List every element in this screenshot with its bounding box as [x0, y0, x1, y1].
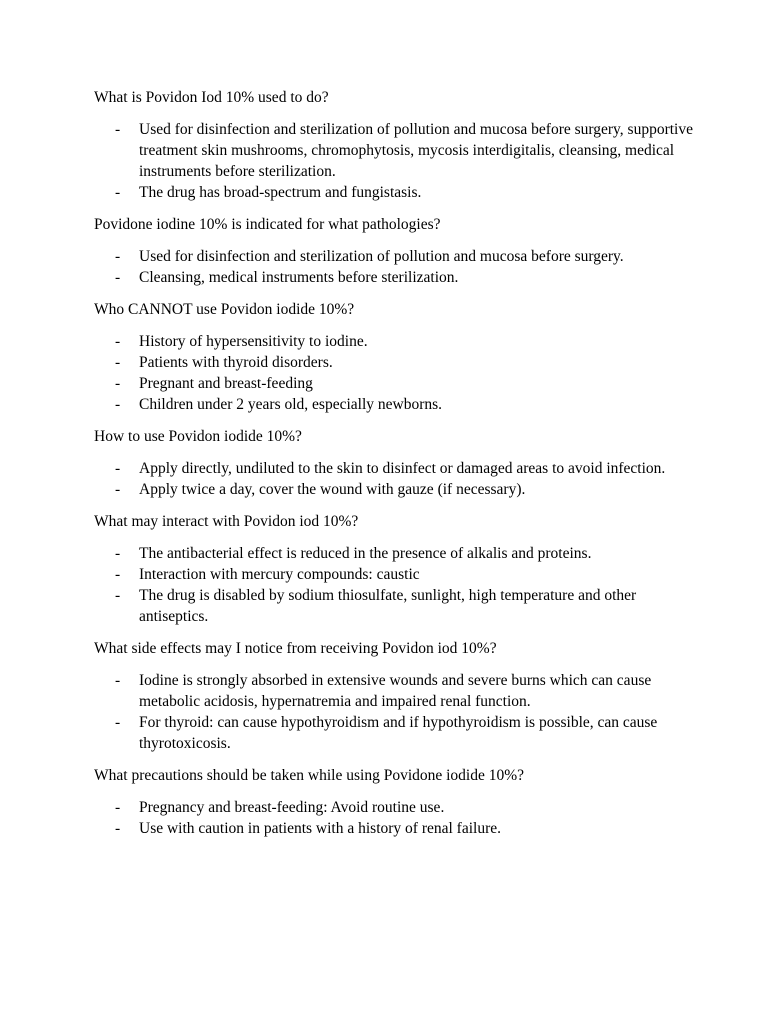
answer-text: Cleansing, medical instruments before sterilization.	[139, 269, 459, 286]
answer-text: The drug has broad-spectrum and fungistasis.	[139, 184, 422, 201]
answer-item	[94, 331, 694, 352]
bullet-dash: -	[115, 121, 121, 138]
bullet-dash: -	[115, 248, 121, 265]
answer-item	[94, 373, 694, 394]
answer-item	[94, 458, 694, 479]
bullet-dash: -	[115, 672, 121, 689]
answer-item	[94, 352, 694, 373]
answer-item	[94, 670, 694, 712]
qa-section	[94, 87, 694, 203]
answer-item	[94, 818, 694, 839]
qa-section	[94, 426, 694, 500]
answer-text: Patients with thyroid disorders.	[139, 354, 333, 371]
answer-list	[94, 246, 694, 288]
answer-text: Iodine is strongly absorbed in extensive wounds and severe burns which can cause metabolic acidosis, hypernatremia and impaired renal function.	[139, 672, 652, 710]
answer-list	[94, 670, 694, 754]
answer-text: Apply twice a day, cover the wound with gauze (if necessary).	[139, 481, 526, 498]
question-heading: What is Povidon Iod 10% used to do?	[94, 89, 329, 106]
bullet-dash: -	[115, 396, 121, 413]
question-heading: How to use Povidon iodide 10%?	[94, 428, 302, 445]
bullet-dash: -	[115, 333, 121, 350]
answer-text: Use with caution in patients with a history of renal failure.	[139, 820, 502, 837]
question-heading: Povidone iodine 10% is indicated for what pathologies?	[94, 216, 441, 233]
answer-text: Interaction with mercury compounds: caustic	[139, 566, 420, 583]
bullet-dash: -	[115, 545, 121, 562]
answer-item	[94, 267, 694, 288]
document-body	[94, 87, 694, 850]
bullet-dash: -	[115, 820, 121, 837]
answer-text: Pregnancy and breast-feeding: Avoid routine use.	[139, 799, 445, 816]
answer-text: The antibacterial effect is reduced in the presence of alkalis and proteins.	[139, 545, 592, 562]
answer-item	[94, 543, 694, 564]
answer-text: Children under 2 years old, especially newborns.	[139, 396, 443, 413]
answer-list	[94, 458, 694, 500]
bullet-dash: -	[115, 460, 121, 477]
question-heading: What precautions should be taken while using Povidone iodide 10%?	[94, 767, 525, 784]
answer-list	[94, 119, 694, 203]
answer-text: For thyroid: can cause hypothyroidism and if hypothyroidism is possible, can cause thyrotoxicosis.	[139, 714, 658, 752]
bullet-dash: -	[115, 566, 121, 583]
answer-item	[94, 246, 694, 267]
answer-text: Used for disinfection and sterilization of pollution and mucosa before surgery, supportive treatment skin mushrooms, chromophytosis, mycosis interdigitalis, cleansing, medical instruments before sterilization.	[139, 121, 693, 180]
qa-section	[94, 638, 694, 754]
answer-text: The drug is disabled by sodium thiosulfate, sunlight, high temperature and other antiseptics.	[139, 587, 637, 625]
answer-text: Pregnant and breast-feeding	[139, 375, 313, 392]
bullet-dash: -	[115, 269, 121, 286]
answer-text: History of hypersensitivity to iodine.	[139, 333, 368, 350]
answer-list	[94, 331, 694, 415]
bullet-dash: -	[115, 799, 121, 816]
answer-item	[94, 479, 694, 500]
answer-text: Used for disinfection and sterilization of pollution and mucosa before surgery.	[139, 248, 624, 265]
qa-section	[94, 511, 694, 627]
answer-item	[94, 182, 694, 203]
answer-item	[94, 119, 694, 182]
qa-section	[94, 299, 694, 415]
answer-list	[94, 797, 694, 839]
qa-section	[94, 214, 694, 288]
answer-item	[94, 394, 694, 415]
answer-item	[94, 585, 694, 627]
answer-text: Apply directly, undiluted to the skin to disinfect or damaged areas to avoid infection.	[139, 460, 666, 477]
answer-list	[94, 543, 694, 627]
bullet-dash: -	[115, 354, 121, 371]
answer-item	[94, 564, 694, 585]
bullet-dash: -	[115, 714, 121, 731]
question-heading: Who CANNOT use Povidon iodide 10%?	[94, 301, 355, 318]
bullet-dash: -	[115, 184, 121, 201]
question-heading: What side effects may I notice from receiving Povidon iod 10%?	[94, 640, 497, 657]
answer-item	[94, 797, 694, 818]
answer-item	[94, 712, 694, 754]
bullet-dash: -	[115, 375, 121, 392]
qa-section	[94, 765, 694, 839]
question-heading: What may interact with Povidon iod 10%?	[94, 513, 359, 530]
bullet-dash: -	[115, 481, 121, 498]
bullet-dash: -	[115, 587, 121, 604]
